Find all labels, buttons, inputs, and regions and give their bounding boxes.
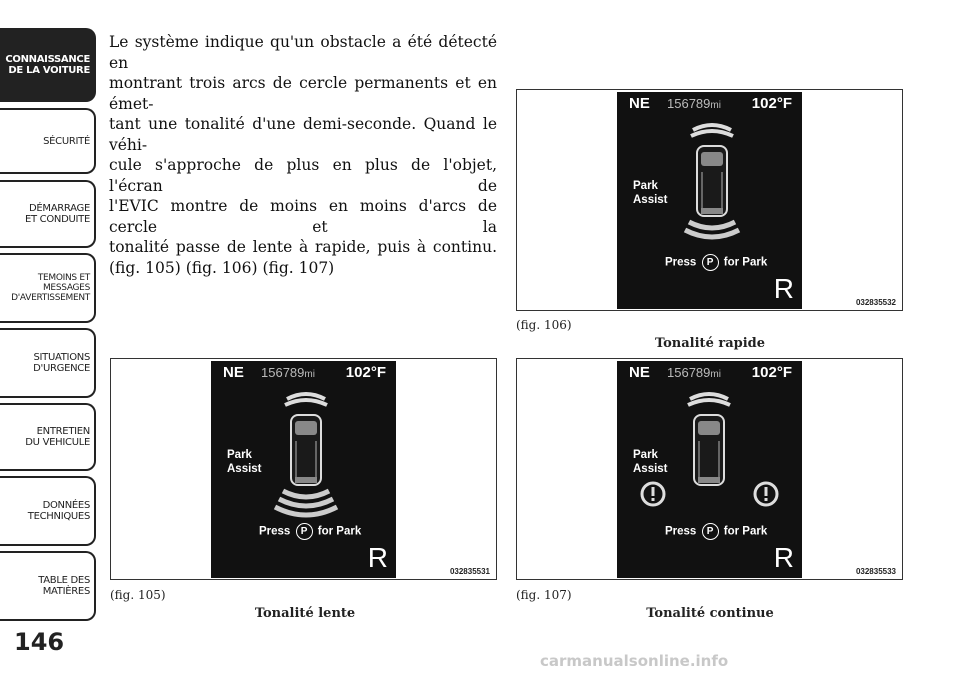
tab-label: DÉMARRAGE <box>28 203 90 214</box>
p-circle-icon: P <box>296 523 313 540</box>
tab-donnees[interactable] <box>0 476 96 546</box>
tab-label: D'URGENCE <box>33 363 90 374</box>
temperature: 102°F <box>345 364 386 381</box>
press-text: Press <box>665 525 697 538</box>
vehicle-warning-graphic <box>631 391 788 521</box>
gear-indicator: R <box>773 542 794 573</box>
figure-code: 032835532 <box>855 298 896 307</box>
odometer-unit: mi <box>304 369 315 380</box>
tab-label: DONNÉES <box>42 500 90 511</box>
tab-label: SÉCURITÉ <box>43 135 90 147</box>
warning-icon <box>642 483 664 505</box>
arc-2 <box>279 499 333 506</box>
status-bar <box>617 361 802 383</box>
park-assist-label <box>633 179 668 207</box>
figure-label: (fig. 107) <box>516 588 572 602</box>
tab-connaissance[interactable] <box>0 28 96 102</box>
tab-demarrage[interactable] <box>0 180 96 248</box>
press-p-for-park <box>665 523 767 540</box>
odometer-unit: mi <box>710 369 721 380</box>
evic-screen <box>617 361 802 578</box>
tab-label: ET CONDUITE <box>24 214 90 225</box>
for-park-text: for Park <box>723 256 768 269</box>
park-assist-label <box>227 448 262 476</box>
heading-text: NE <box>629 364 650 381</box>
heading-text: NE <box>223 364 244 381</box>
park-text: Park <box>633 449 658 461</box>
tab-label: MESSAGES <box>42 283 90 293</box>
odometer-unit: mi <box>710 100 721 111</box>
figure-caption: Tonalité continue <box>646 606 774 621</box>
status-bar <box>617 92 802 114</box>
figure-caption: Tonalité lente <box>254 606 356 621</box>
tab-situations[interactable] <box>0 328 96 398</box>
figure-106 <box>516 89 903 311</box>
status-bar <box>211 361 396 383</box>
vehicle-icon <box>271 391 341 521</box>
odometer-value: 156789 <box>261 365 305 380</box>
tab-label: TECHNIQUES <box>27 511 90 522</box>
vehicle-icon <box>688 394 730 485</box>
gear-indicator: R <box>773 273 794 304</box>
press-p-for-park <box>665 254 767 271</box>
press-text: Press <box>259 525 291 538</box>
body-line: tant une tonalité d'une demi-seconde. Quand le véhi- <box>109 115 497 154</box>
figure-code: 032835531 <box>449 567 490 576</box>
figure-105 <box>110 358 497 580</box>
heading-text: NE <box>629 95 650 112</box>
for-park-text: for Park <box>723 525 768 538</box>
figure-label: (fig. 105) <box>110 588 166 602</box>
page-number: 146 <box>14 628 65 656</box>
vehicle-icon <box>677 122 747 252</box>
warning-icon <box>755 483 777 505</box>
p-circle-icon: P <box>702 523 719 540</box>
odometer-value: 156789 <box>667 96 711 111</box>
evic-screen <box>617 92 802 309</box>
for-park-text: for Park <box>317 525 362 538</box>
press-p-for-park <box>259 523 361 540</box>
arc-1 <box>283 491 329 497</box>
park-text: Park <box>227 449 252 461</box>
body-line: cule s'approche de plus en plus de l'objet, l'écran de <box>109 156 497 195</box>
body-line: Le système indique qu'un obstacle a été détecté en <box>109 33 497 72</box>
body-line: montrant trois arcs de cercle permanents et en émet- <box>109 74 497 113</box>
tab-label: DU VEHICULE <box>25 437 90 448</box>
odometer <box>667 365 721 380</box>
tab-label: ENTRETIEN <box>36 426 90 437</box>
gear-indicator: R <box>367 542 388 573</box>
figure-107 <box>516 358 903 580</box>
assist-text: Assist <box>227 463 262 475</box>
figure-label: (fig. 106) <box>516 318 572 332</box>
tab-label: D'AVERTISSEMENT <box>11 293 90 303</box>
tab-securite[interactable] <box>0 108 96 174</box>
tab-temoins[interactable] <box>0 253 96 323</box>
tab-label: MATIÈRES <box>42 586 90 597</box>
temperature: 102°F <box>751 95 792 112</box>
arc-1 <box>689 222 735 228</box>
figure-code: 032835533 <box>855 567 896 576</box>
temperature: 102°F <box>751 364 792 381</box>
body-line: (fig. 105) (fig. 106) (fig. 107) <box>109 258 335 277</box>
odometer <box>667 96 721 111</box>
tab-label: CONNAISSANCE <box>5 54 90 65</box>
park-text: Park <box>633 180 658 192</box>
tab-label: TEMOINS ET <box>37 273 90 283</box>
body-paragraph <box>109 32 497 278</box>
tab-table-des-matieres[interactable] <box>0 551 96 621</box>
p-circle-icon: P <box>702 254 719 271</box>
tab-label: DE LA VOITURE <box>8 65 90 76</box>
odometer-value: 156789 <box>667 365 711 380</box>
tab-entretien[interactable] <box>0 403 96 471</box>
tab-label: SITUATIONS <box>33 352 90 363</box>
figure-caption: Tonalité rapide <box>654 336 766 351</box>
tab-label: TABLE DES <box>38 575 90 586</box>
assist-text: Assist <box>633 463 668 475</box>
evic-screen <box>211 361 396 578</box>
watermark: carmanualsonline.info <box>540 652 729 670</box>
body-line: tonalité passe de lente à rapide, puis à continu. <box>109 238 497 256</box>
assist-text: Assist <box>633 194 668 206</box>
arc-2 <box>685 230 739 237</box>
odometer <box>261 365 315 380</box>
press-text: Press <box>665 256 697 269</box>
body-line: l'EVIC montre de moins en moins d'arcs de cercle et la <box>109 197 497 236</box>
